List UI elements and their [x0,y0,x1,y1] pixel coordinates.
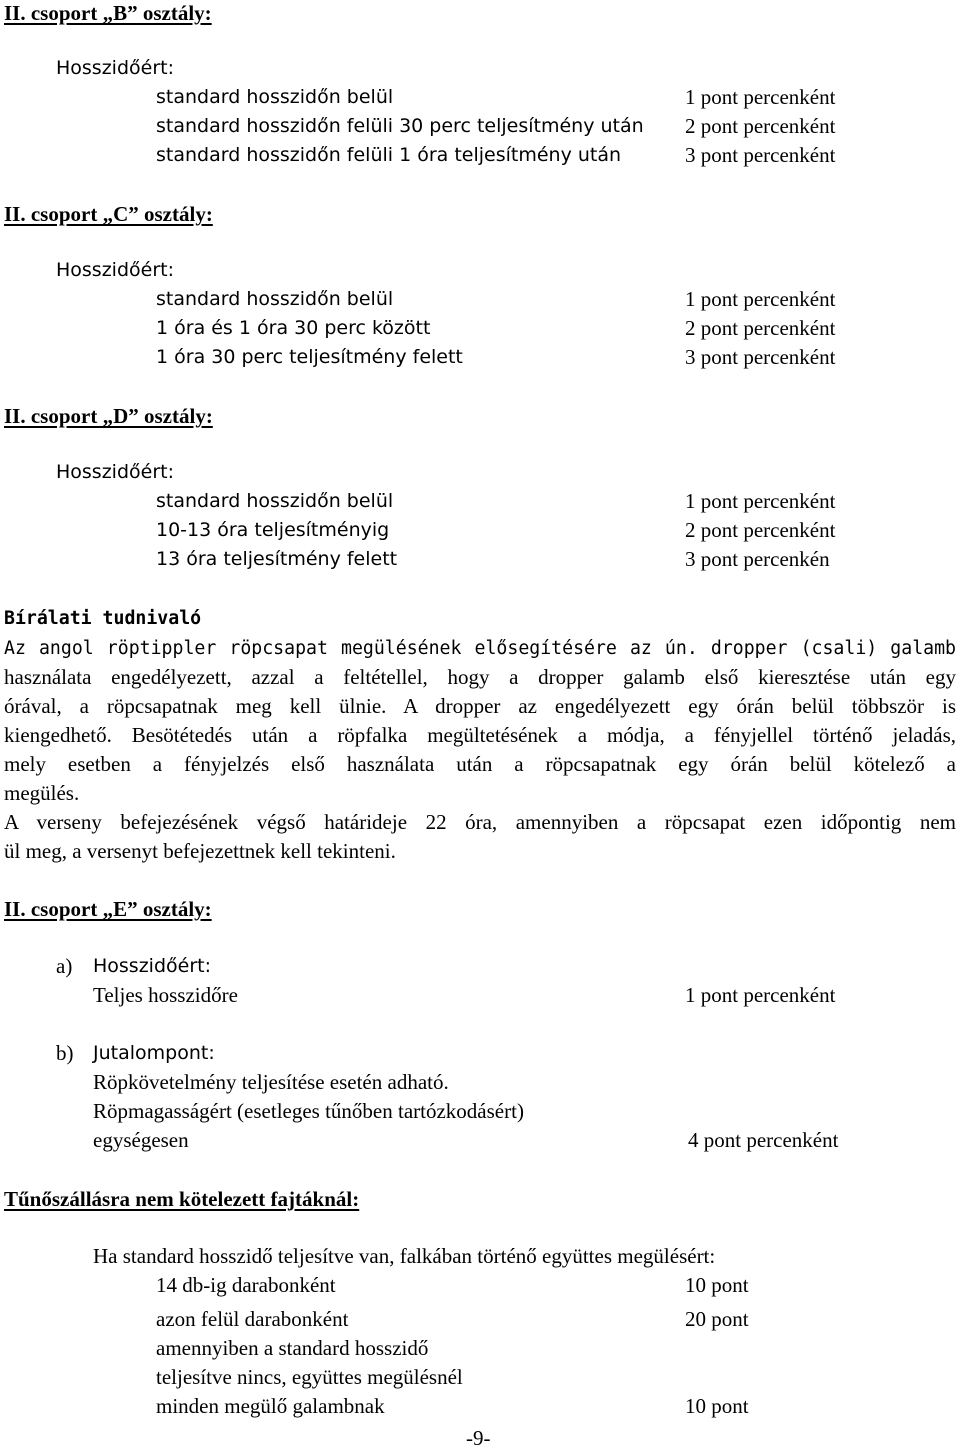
non-mandatory-row-3-line-2: teljesítve nincs, együttes megülésnél [156,1365,463,1389]
non-mandatory-row-3-line-1: amennyiben a standard hosszidő [156,1336,429,1360]
class-d-row-1-text: standard hosszidőn belül [156,490,394,512]
class-d-row-3-text: 13 óra teljesítmény felett [156,548,398,570]
class-c-row-1-points: 1 pont percenként [685,287,836,311]
class-c-row-2-text: 1 óra és 1 óra 30 perc között [156,317,431,339]
class-e-a-points: 1 pont percenként [685,983,836,1007]
class-e-heading: II. csoport „E” osztály: [4,897,212,921]
review-line-5: mely esetben a fényjelzés első használata után a röpcsapatnak egy órán belül kötelező a [4,752,956,776]
review-line-4: kiengedhető. Besötétedés után a röpfalka megültetésének a módja, a fényjellel történő jeladás, [4,723,956,747]
class-d-row-2-text: 10-13 óra teljesítményig [156,519,390,541]
class-b-label: Hosszidőért: [56,57,174,79]
non-mandatory-row-3-points: 10 pont [685,1394,749,1418]
review-line-3: órával, a röpcsapatnak meg kell ülnie. A dropper az engedélyezett egy órán belül többször is [4,694,956,718]
class-d-row-3-points: 3 pont percenkén [685,547,830,571]
non-mandatory-row-1-points: 10 pont [685,1273,749,1297]
class-d-row-1-points: 1 pont percenként [685,489,836,513]
class-e-b-line-1: Röpkövetelmény teljesítése esetén adható. [93,1070,449,1094]
class-e-a-label: Hosszidőért: [93,955,211,977]
class-e-b-line-2: Röpmagasságért (esetleges tűnőben tartózkodásért) [93,1099,524,1123]
class-b-row-2-points: 2 pont percenként [685,114,836,138]
review-paragraph [4,634,956,866]
class-d-label: Hosszidőért: [56,461,174,483]
non-mandatory-row-3-line-3: minden megülő galambnak [156,1394,385,1418]
class-e-b-marker: b) [56,1041,74,1065]
review-line-2: használata engedélyezett, azzal a feltétellel, hogy a dropper galamb első kieresztése után egy [4,665,956,689]
class-b-row-2-text: standard hosszidőn felüli 30 perc teljesítmény után [156,115,644,137]
class-e-b-line-3: egységesen [93,1128,189,1152]
page-number: -9- [466,1426,491,1450]
class-c-label: Hosszidőért: [56,259,174,281]
class-b-row-3-points: 3 pont percenként [685,143,836,167]
non-mandatory-row-2-points: 20 pont [685,1307,749,1331]
review-line-8: ül meg, a versenyt befejezettnek kell tekinteni. [4,839,396,863]
class-b-row-1-text: standard hosszidőn belül [156,86,394,108]
class-e-a-text: Teljes hosszidőre [93,983,238,1007]
review-line-1: Az angol röptippler röpcsapat megülésének elősegítésére az ún. dropper (csali) galamb [4,638,956,659]
class-c-row-1-text: standard hosszidőn belül [156,288,394,310]
review-line-6: megülés. [4,781,80,805]
class-d-row-2-points: 2 pont percenként [685,518,836,542]
non-mandatory-row-2-text: azon felül darabonként [156,1307,349,1331]
class-b-row-1-points: 1 pont percenként [685,85,836,109]
class-b-heading: II. csoport „B” osztály: [4,1,212,25]
class-e-b-points: 4 pont percenként [688,1128,839,1152]
class-c-row-3-text: 1 óra 30 perc teljesítmény felett [156,346,463,368]
class-c-row-2-points: 2 pont percenként [685,316,836,340]
review-line-7: A verseny befejezésének végső határideje 22 óra, amennyiben a röpcsapat ezen időpontig nem [4,810,956,834]
class-e-a-marker: a) [56,954,73,978]
non-mandatory-heading: Tűnőszállásra nem kötelezett fajtáknál: [4,1187,360,1211]
class-c-row-3-points: 3 pont percenként [685,345,836,369]
non-mandatory-intro: Ha standard hosszidő teljesítve van, falkában történő együttes megülésért: [93,1244,716,1268]
review-heading: Bírálati tudnivaló [4,608,202,629]
class-e-b-label: Jutalompont: [93,1042,215,1064]
class-d-heading: II. csoport „D” osztály: [4,404,213,428]
class-b-row-3-text: standard hosszidőn felüli 1 óra teljesítmény után [156,144,622,166]
class-c-heading: II. csoport „C” osztály: [4,202,213,226]
non-mandatory-row-1-text: 14 db-ig darabonként [156,1273,336,1297]
